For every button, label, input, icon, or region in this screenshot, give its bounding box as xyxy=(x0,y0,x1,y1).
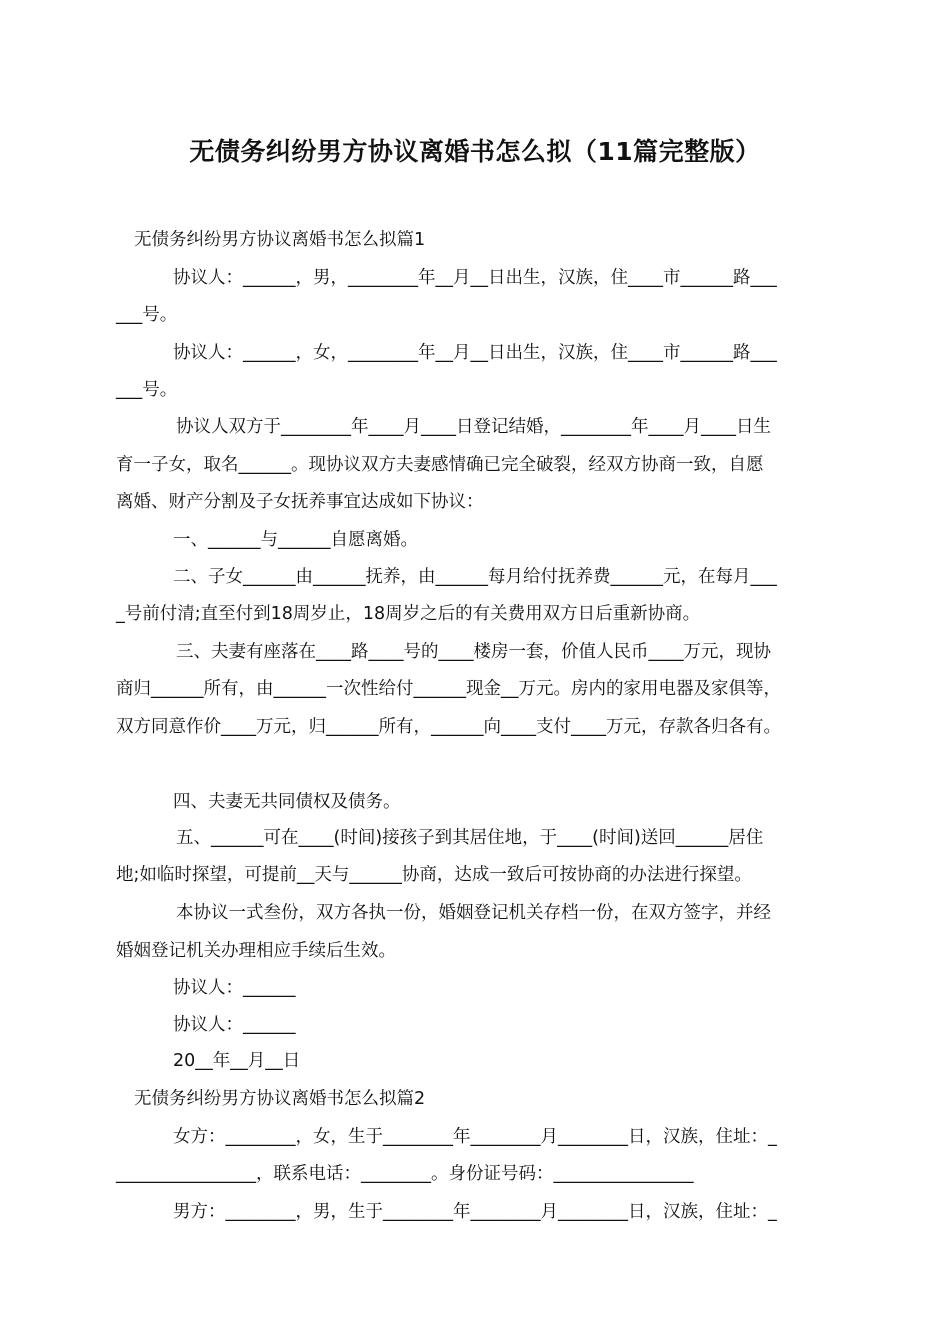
clause-line: 一、______与______自愿离婚。 xyxy=(173,530,418,550)
paragraph-line: 本协议一式叁份，双方各执一份，婚姻登记机关存档一份，在双方签字，并经 xyxy=(176,903,771,923)
clause-line: 二、子女______由______抚养，由______每月给付抚养费______元，在每月___ xyxy=(173,567,777,587)
clause-line: 五、______可在____(时间)接孩子到其居住地，于____(时间)送回______居住 xyxy=(176,828,764,848)
paragraph-line: 协议人双方于________年____月____日登记结婚，________年____月____日生 xyxy=(176,417,771,437)
clause-line: 四、夫妻无共同债权及债务。 xyxy=(173,792,401,812)
party-line: 协议人：______，女，________年__月__日出生，汉族，住____市______路___ xyxy=(173,343,777,363)
date-line: 20__年__月__日 xyxy=(173,1051,301,1071)
clause-line-continued: _号前付清;直至付到18周岁止，18周岁之后的有关费用双方日后重新协商。 xyxy=(116,604,701,624)
paragraph-line: 婚姻登记机关办理相应手续后生效。 xyxy=(116,941,396,961)
clause-line: 三、夫妻有座落在____路____号的____楼房一套，价值人民币____万元，现协 xyxy=(176,642,771,662)
document-title: 无债务纠纷男方协议离婚书怎么拟（11篇完整版） xyxy=(189,137,761,166)
paragraph-line: 离婚、财产分割及子女抚养事宜达成如下协议： xyxy=(116,492,484,512)
section-heading-1: 无债务纠纷男方协议离婚书怎么拟篇1 xyxy=(134,230,426,250)
clause-line-continued: 双方同意作价____万元，归______所有，______向____支付____万元，存款各归各有。 xyxy=(116,717,781,737)
party-line: 女方：________，女，生于________年________月________日，汉族，住址：_ xyxy=(173,1127,777,1147)
party-line-continued: ________________，联系电话：________。身份证号码：________________ xyxy=(116,1164,694,1184)
signature-line: 协议人：______ xyxy=(173,1015,296,1035)
party-line-continued: ___号。 xyxy=(116,305,178,325)
party-line: 男方：________，男，生于________年________月________日，汉族，住址：_ xyxy=(173,1202,777,1222)
party-line: 协议人：______，男，________年__月__日出生，汉族，住____市______路___ xyxy=(173,268,777,288)
signature-line: 协议人：______ xyxy=(173,978,296,998)
party-line-continued: ___号。 xyxy=(116,380,178,400)
paragraph-line: 育一子女，取名______。现协议双方夫妻感情确已完全破裂，经双方协商一致，自愿 xyxy=(116,455,764,475)
clause-line-continued: 商归______所有，由______一次性给付______现金__万元。房内的家用电器及家俱等， xyxy=(116,679,781,699)
clause-line-continued: 地;如临时探望，可提前__天与______协商，达成一致后可按协商的办法进行探望。 xyxy=(116,865,752,885)
section-heading-2: 无债务纠纷男方协议离婚书怎么拟篇2 xyxy=(134,1089,426,1109)
